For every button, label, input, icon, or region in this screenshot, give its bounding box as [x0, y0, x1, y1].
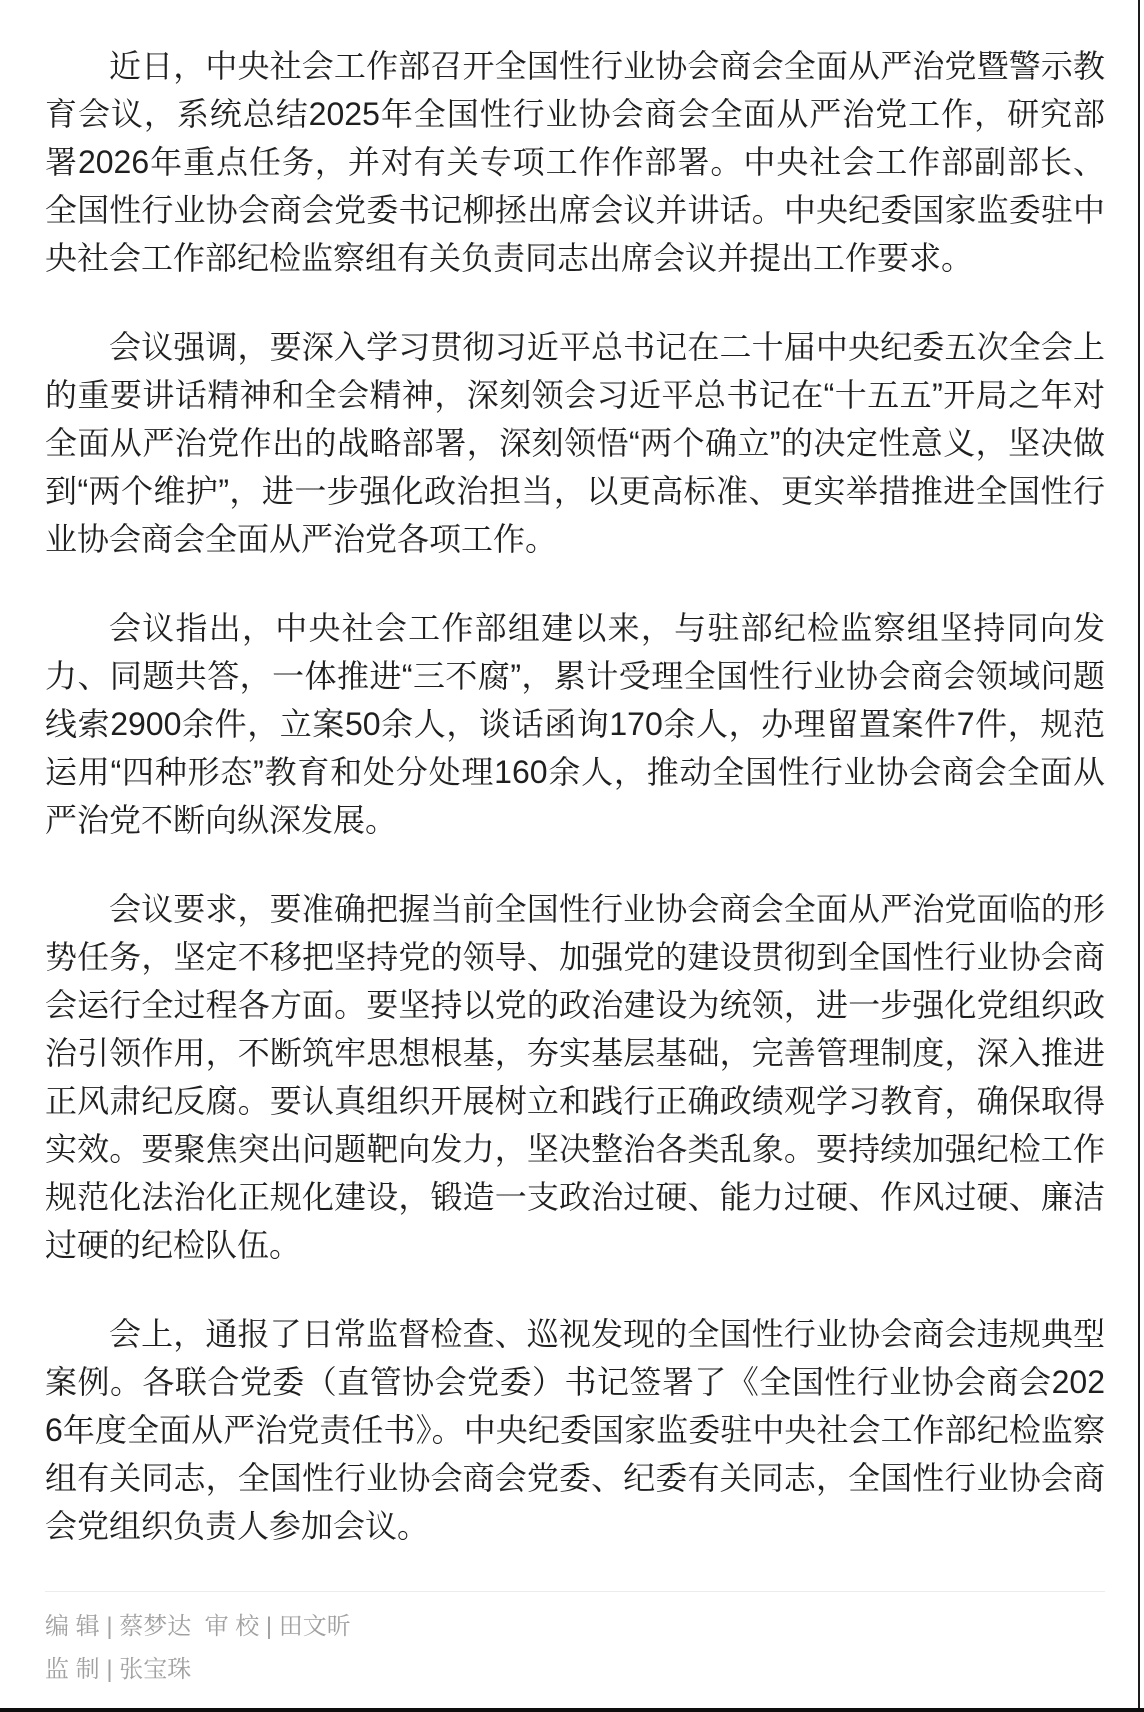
bottom-edge-border — [0, 1708, 1144, 1712]
article-paragraph: 会议强调，要深入学习贯彻习近平总书记在二十届中央纪委五次全会上的重要讲话精神和全会精神，深刻领会习近平总书记在“十五五”开局之年对全面从严治党作出的战略部署，深刻领悟“两个确立”的决定性意义，坚决做到“两个维护”，进一步强化政治担当，以更高标准、更实举措推进全国性行业协会商会全面从严治党各项工作。 — [45, 329, 1105, 557]
article-paragraph: 会议要求，要准确把握当前全国性行业协会商会全面从严治党面临的形势任务，坚定不移把坚持党的领导、加强党的建设贯彻到全国性行业协会商会运行全过程各方面。要坚持以党的政治建设为统领，进一步强化党组织政治引领作用，不断筑牢思想根基，夯实基层基础，完善管理制度，深入推进正风肃纪反腐。要认真组织开展树立和践行正确政绩观学习教育，确保取得实效。要聚焦突出问题靶向发力，坚决整治各类乱象。要持续加强纪检工作规范化法治化正规化建设，锻造一支政治过硬、能力过硬、作风过硬、廉洁过硬的纪检队伍。 — [45, 891, 1105, 1263]
article-paragraph: 近日，中央社会工作部召开全国性行业协会商会全面从严治党暨警示教育会议，系统总结2025年全国性行业协会商会全面从严治党工作，研究部署2026年重点任务，并对有关专项工作作部署。中央社会工作部副部长、全国性行业协会商会党委书记柳拯出席会议并讲话。中央纪委国家监委驻中央社会工作部纪检监察组有关负责同志出席会议并提出工作要求。 — [45, 48, 1105, 276]
right-edge-border — [1138, 0, 1140, 1712]
credits-editor-line: 编 辑 | 蔡梦达 审 校 | 田文昕 — [45, 1613, 351, 1640]
article-paragraph: 会上，通报了日常监督检查、巡视发现的全国性行业协会商会违规典型案例。各联合党委（直管协会党委）书记签署了《全国性行业协会商会2026年度全面从严治党责任书》。中央纪委国家监委驻中央社会工作部纪检监察组有关同志，全国性行业协会商会党委、纪委有关同志，全国性行业协会商会党组织负责人参加会议。 — [45, 1316, 1105, 1544]
credits-footer — [45, 1591, 1105, 1691]
article-paragraph: 会议指出，中央社会工作部组建以来，与驻部纪检监察组坚持同向发力、同题共答，一体推进“三不腐”，累计受理全国性行业协会商会领域问题线索2900余件，立案50余人，谈话函询170余人，办理留置案件7件，规范运用“四种形态”教育和处分处理160余人，推动全国性行业协会商会全面从严治党不断向纵深发展。 — [45, 610, 1105, 838]
credits-supervisor-line: 监 制 | 张宝珠 — [45, 1656, 192, 1683]
